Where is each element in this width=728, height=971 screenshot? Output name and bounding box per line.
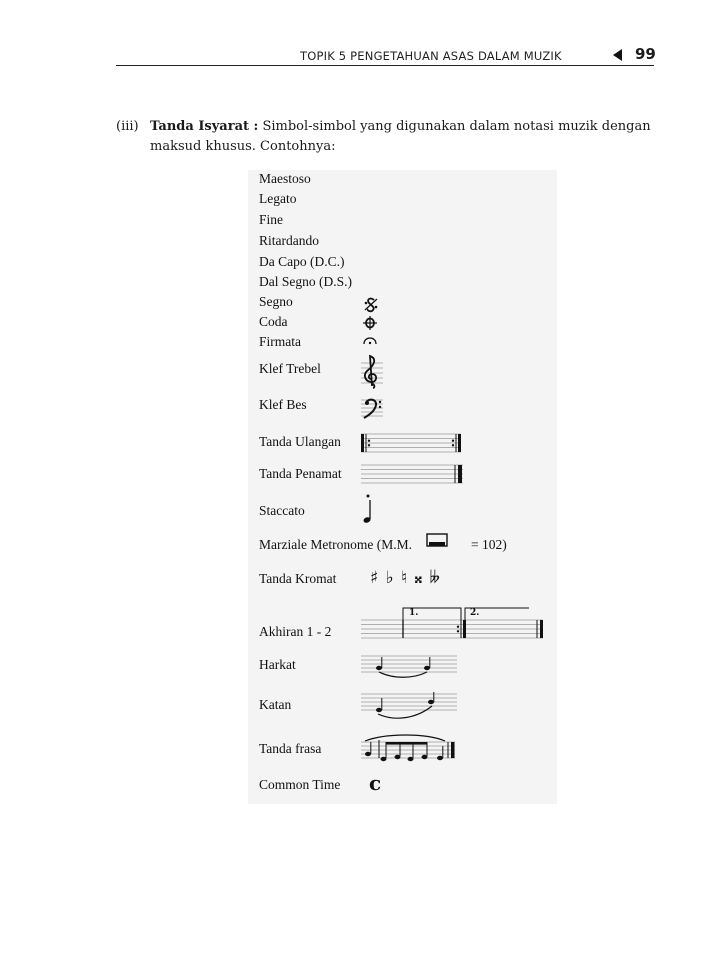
paragraph-text-1: Simbol-simbol yang digunakan dalam notasi muzik dengan [258, 119, 651, 134]
label-da-capo: Da Capo (D.C.) [259, 254, 345, 269]
final-barline-icon [361, 463, 465, 485]
bass-clef-icon [361, 397, 383, 421]
coda-icon [363, 316, 377, 330]
label-fine: Fine [259, 212, 284, 227]
label-maestoso: Maestoso [259, 171, 311, 186]
common-time-icon: c [369, 771, 382, 795]
paragraph-text-2: maksud khusus. Contohnya: [150, 139, 336, 154]
tie-icon [361, 654, 459, 680]
item-number: (iii) [116, 119, 139, 134]
label-harkat: Harkat [259, 657, 296, 672]
label-klef-bes: Klef Bes [259, 397, 307, 412]
segno-icon [363, 297, 379, 313]
treble-clef-icon [361, 354, 383, 390]
header-rule [116, 65, 654, 66]
label-akhiran: Akhiran 1 - 2 [259, 624, 332, 639]
metronome-value: = 102) [471, 537, 507, 552]
music-symbols-figure [248, 170, 557, 804]
volta-endings-icon [361, 606, 546, 642]
term-heading: Tanda Isyarat : [150, 119, 259, 134]
label-metronome: Marziale Metronome (M.M. [259, 537, 412, 552]
label-dal-segno: Dal Segno (D.S.) [259, 274, 352, 289]
phrase-mark-icon [361, 733, 459, 763]
label-common-time: Common Time [259, 777, 341, 792]
page-number: 99 [635, 45, 656, 63]
label-tanda-kromat: Tanda Kromat [259, 571, 337, 586]
label-ritardando: Ritardando [259, 233, 319, 248]
label-tanda-ulangan: Tanda Ulangan [259, 434, 341, 449]
staccato-note-icon [362, 494, 374, 524]
fermata-icon [363, 335, 377, 345]
label-legato: Legato [259, 191, 297, 206]
label-coda: Coda [259, 314, 288, 329]
repeat-sign-icon [361, 432, 463, 454]
running-title: TOPIK 5 PENGETAHUAN ASAS DALAM MUZIK [300, 49, 562, 63]
label-klef-trebel: Klef Trebel [259, 361, 321, 376]
left-triangle-icon [613, 49, 622, 61]
second-ending-label: 2. [470, 608, 480, 618]
label-katan: Katan [259, 697, 292, 712]
half-note-icon [426, 533, 448, 549]
label-tanda-frasa: Tanda frasa [259, 741, 322, 756]
label-tanda-penamat: Tanda Penamat [259, 466, 342, 481]
first-ending-label: 1. [409, 608, 419, 618]
slur-icon [361, 692, 459, 720]
accidentals-icon: ♯ ♭ ♮ 𝄪 𝄫 [370, 568, 441, 588]
page-header [116, 44, 654, 66]
label-segno: Segno [259, 294, 293, 309]
label-staccato: Staccato [259, 503, 305, 518]
label-firmata: Firmata [259, 334, 301, 349]
